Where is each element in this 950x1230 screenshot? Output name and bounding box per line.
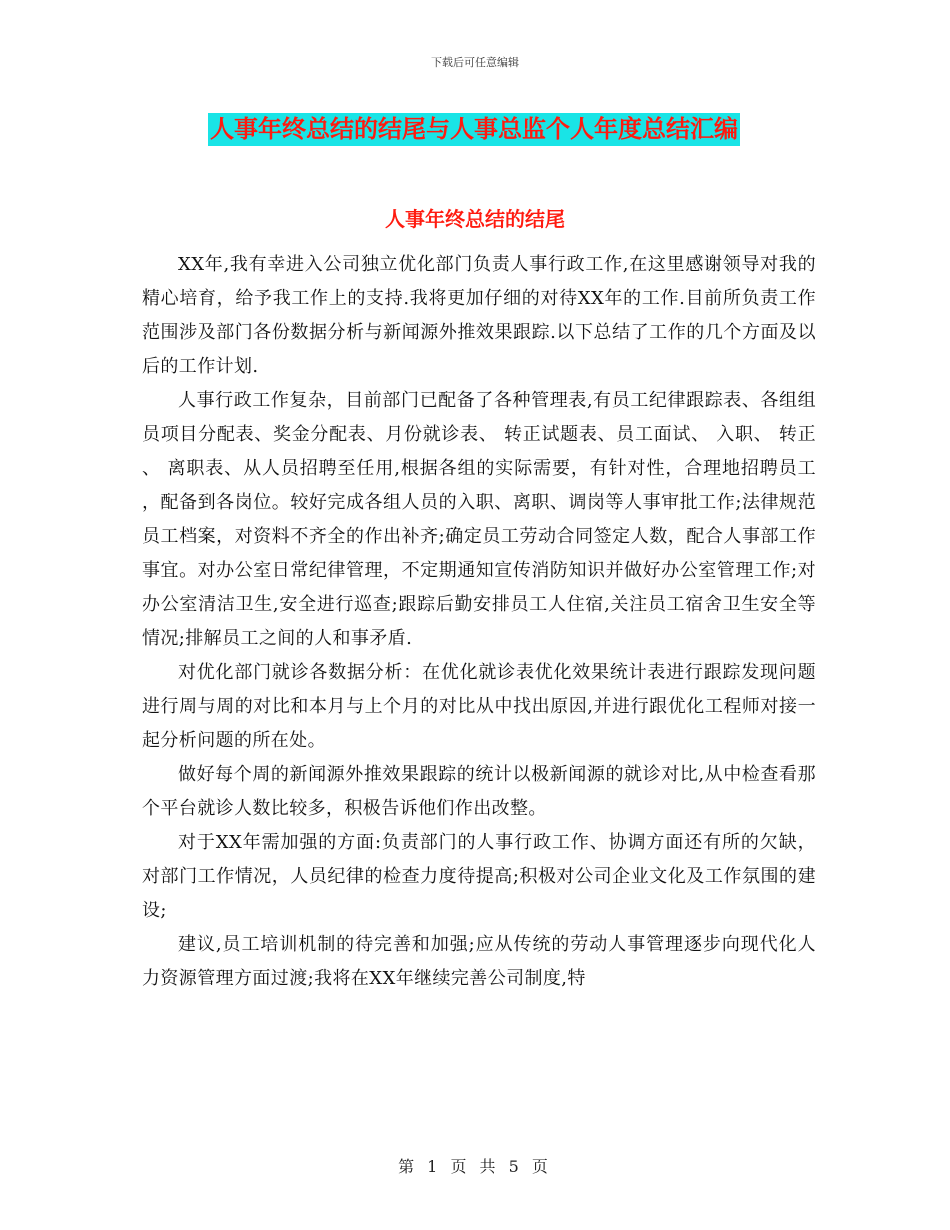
document-body	[142, 248, 816, 996]
page-number: 第 1 页 共 5 页	[398, 1157, 552, 1176]
paragraph: 人事行政工作复杂，目前部门已配备了各种管理表,有员工纪律跟踪表、各组组员项目分配表、奖金分配表、月份就诊表、 转正试题表、员工面试、 入职、 转正、 离职表、从人员招聘至任用,根据各组的实际需要，有针对性，合理地招聘员工，配备到各岗位。较好完成各组人员的入职、离职、调岗等人事审批工作;法律规范员工档案，对资料不齐全的作出补齐;确定员工劳动合同签定人数，配合人事部工作事宜。对办公室日常纪律管理，不定期通知宣传消防知识并做好办公室管理工作;对办公室清洁卫生,安全进行巡查;跟踪后勤安排员工人住宿,关注员工宿舍卫生安全等情况;排解员工之间的人和事矛盾.	[142, 390, 816, 649]
paragraph: 做好每个周的新闻源外推效果跟踪的统计以极新闻源的就诊对比,从中检查看那个平台就诊人数比较多，积极告诉他们作出改整。	[142, 764, 816, 819]
header-note: 下载后可任意编辑	[431, 56, 519, 69]
document-title: 人事年终总结的结尾与人事总监个人年度总结汇编	[208, 113, 740, 146]
paragraph: 对优化部门就诊各数据分析：在优化就诊表优化效果统计表进行跟踪发现问题进行周与周的对比和本月与上个月的对比从中找出原因,并进行跟优化工程师对接一起分析问题的所在处。	[142, 662, 816, 751]
section-title: 人事年终总结的结尾	[385, 207, 565, 231]
paragraph: 对于XX年需加强的方面:负责部门的人事行政工作、协调方面还有所的欠缺，对部门工作情况，人员纪律的检查力度待提高;积极对公司企业文化及工作氛围的建设;	[142, 832, 816, 921]
paragraph: XX年,我有幸进入公司独立优化部门负责人事行政工作,在这里感谢领导对我的精心培育，给予我工作上的支持.我将更加仔细的对待XX年的工作.目前所负责工作范围涉及部门各份数据分析与新闻源外推效果跟踪.以下总结了工作的几个方面及以后的工作计划.	[142, 254, 816, 377]
paragraph: 建议,员工培训机制的待完善和加强;应从传统的劳动人事管理逐步向现代化人力资源管理方面过渡;我将在XX年继续完善公司制度,特	[142, 934, 816, 989]
